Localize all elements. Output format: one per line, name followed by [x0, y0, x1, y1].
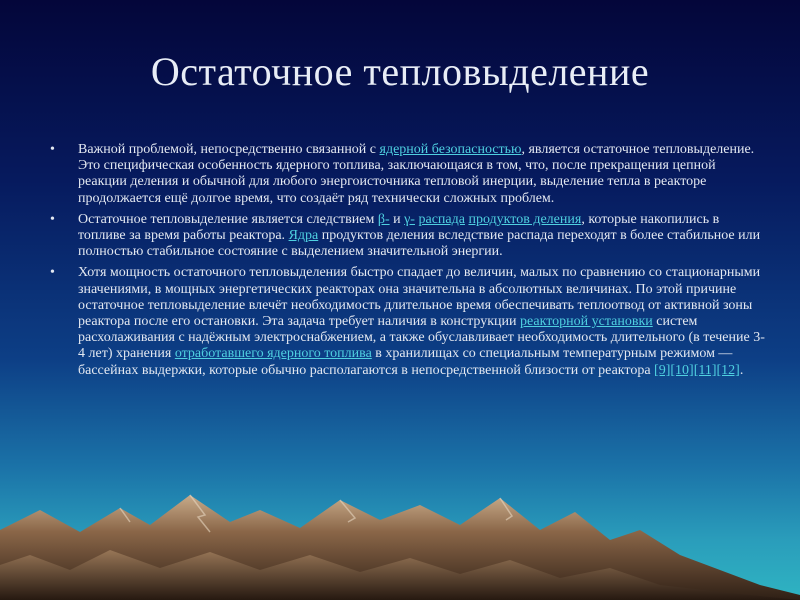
- bullet-text: и: [389, 211, 405, 227]
- bullet-icon: •: [50, 265, 55, 281]
- inline-link[interactable]: Ядра: [288, 228, 319, 244]
- bullet-text: систем расхолаживания с надёжным электроснабжением, а также обуславливает необходимость длительного (в течение 3-4 лет) хранения: [78, 314, 765, 362]
- inline-link[interactable]: [9]: [654, 362, 671, 378]
- bullet-item: [50, 142, 765, 207]
- bullet-text: в хранилищах со специальным температурным режимом — бассейнах выдержки, которые обычно располагаются в непосредственной близости от реактора: [78, 346, 733, 378]
- bullet-text: .: [739, 362, 744, 378]
- slide-title: Остаточное тепловыделение: [150, 49, 650, 94]
- bullet-icon: •: [50, 211, 55, 227]
- inline-link[interactable]: реакторной установки: [520, 314, 653, 330]
- inline-link[interactable]: отработавшего ядерного топлива: [174, 346, 372, 362]
- inline-link[interactable]: β-: [377, 211, 390, 227]
- inline-link[interactable]: ядерной безопасностью: [379, 142, 522, 157]
- mountain-range-decoration: [0, 470, 800, 600]
- bullet-list: [50, 142, 765, 384]
- bullet-text: Хотя мощность остаточного тепловыделения быстро спадает до величин, малых по сравнению со стационарными значениями, в мощных энергетических реакторах она значительна в абсолютных величинах. По этой причине остаточное тепловыделение влечёт необходимость длительное время обеспечивать теплоотвод от активной зоны реактора после его остановки. Эта задача требует наличия в конструкции: [78, 265, 761, 330]
- bullet-text: продуктов деления вследствие распада переходят в более стабильное или полностью стабильное состояние с выделением значительной энергии.: [78, 228, 761, 260]
- bullet-text: , является остаточное тепловыделение. Это специфическая особенность ядерного топлива, заключающаяся в том, что, после прекращения цепной реакции деления и обычной для любого энергоисточника тепловой инерции, выделение тепла в реакторе продолжается ещё долгое время, что создаёт ряд технически сложных проблем.: [78, 142, 755, 206]
- inline-link[interactable]: [10]: [670, 362, 694, 378]
- bullet-item: [50, 265, 765, 378]
- inline-link[interactable]: γ-: [404, 211, 415, 227]
- inline-link[interactable]: [12]: [716, 362, 740, 378]
- bullet-text: Важной проблемой, непосредственно связанной с: [78, 142, 380, 157]
- bullet-text: Остаточное тепловыделение является следствием: [78, 211, 378, 227]
- inline-link[interactable]: [11]: [693, 362, 717, 378]
- inline-link[interactable]: распада: [418, 211, 465, 227]
- bullet-text: , которые накопились в топливе за время работы реактора.: [78, 211, 720, 244]
- inline-link[interactable]: продуктов деления: [468, 211, 582, 227]
- bullet-icon: •: [50, 142, 55, 157]
- bullet-item: [50, 212, 765, 261]
